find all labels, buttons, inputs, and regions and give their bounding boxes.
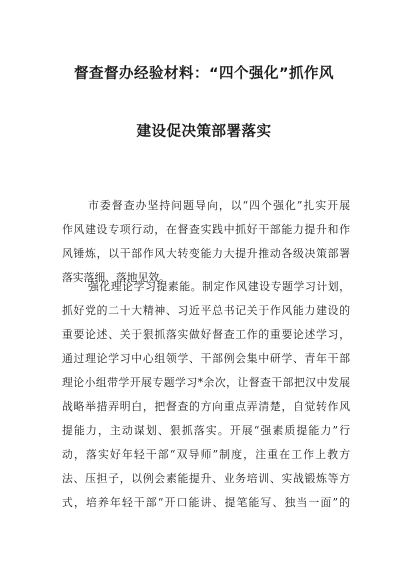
paragraph-line: 通过理论学习中心组领学、干部例会集中研学、青年干部: [62, 352, 350, 365]
paragraph-line: 强化理论学习提素能。制定作风建设专题学习计划，: [88, 280, 350, 293]
paragraph-line: 风锤炼，以干部作风大转变能力大提升推动各级决策部署: [62, 247, 350, 260]
paragraph-line: 理论小组带学开展专题学习*余次，让督查干部把汉中发展: [62, 376, 350, 389]
document-title-line-2: 建设促决策部署落实: [136, 124, 272, 140]
paragraph-theory-study: [62, 275, 350, 515]
paragraph-line: 提能力，主动谋划、狠抓落实。开展“强素质提能力”行: [62, 424, 350, 437]
paragraph-line: 市委督查办坚持问题导向，以“四个强化”扎实开展: [88, 199, 350, 212]
paragraph-line: 动，落实好年轻干部“双导师”制度，注重在工作上教方: [62, 448, 350, 461]
paragraph-line: 重要论述、关于狠抓落实做好督查工作的重要论述学习，: [62, 328, 350, 341]
paragraph-line: 法、压担子，以例会素能提升、业务培训、实战锻炼等方: [62, 472, 350, 485]
paragraph-line: 作风建设专项行动，在督查实践中抓好干部能力提升和作: [62, 223, 350, 236]
paragraph-line: 落实落细、落地见效。: [62, 271, 170, 284]
document-title-line-1: 督查督办经验材料：“四个强化”抓作风: [73, 66, 335, 82]
paragraph-line: 抓好党的二十大精神、习近平总书记关于作风能力建设的: [62, 304, 350, 317]
paragraph-line: 式，培养年轻干部“开口能讲、提笔能写、独当一面”的: [62, 496, 350, 509]
paragraph-line: 战略举措弄明白，把督查的方向重点弄清楚，自觉转作风: [62, 400, 350, 413]
